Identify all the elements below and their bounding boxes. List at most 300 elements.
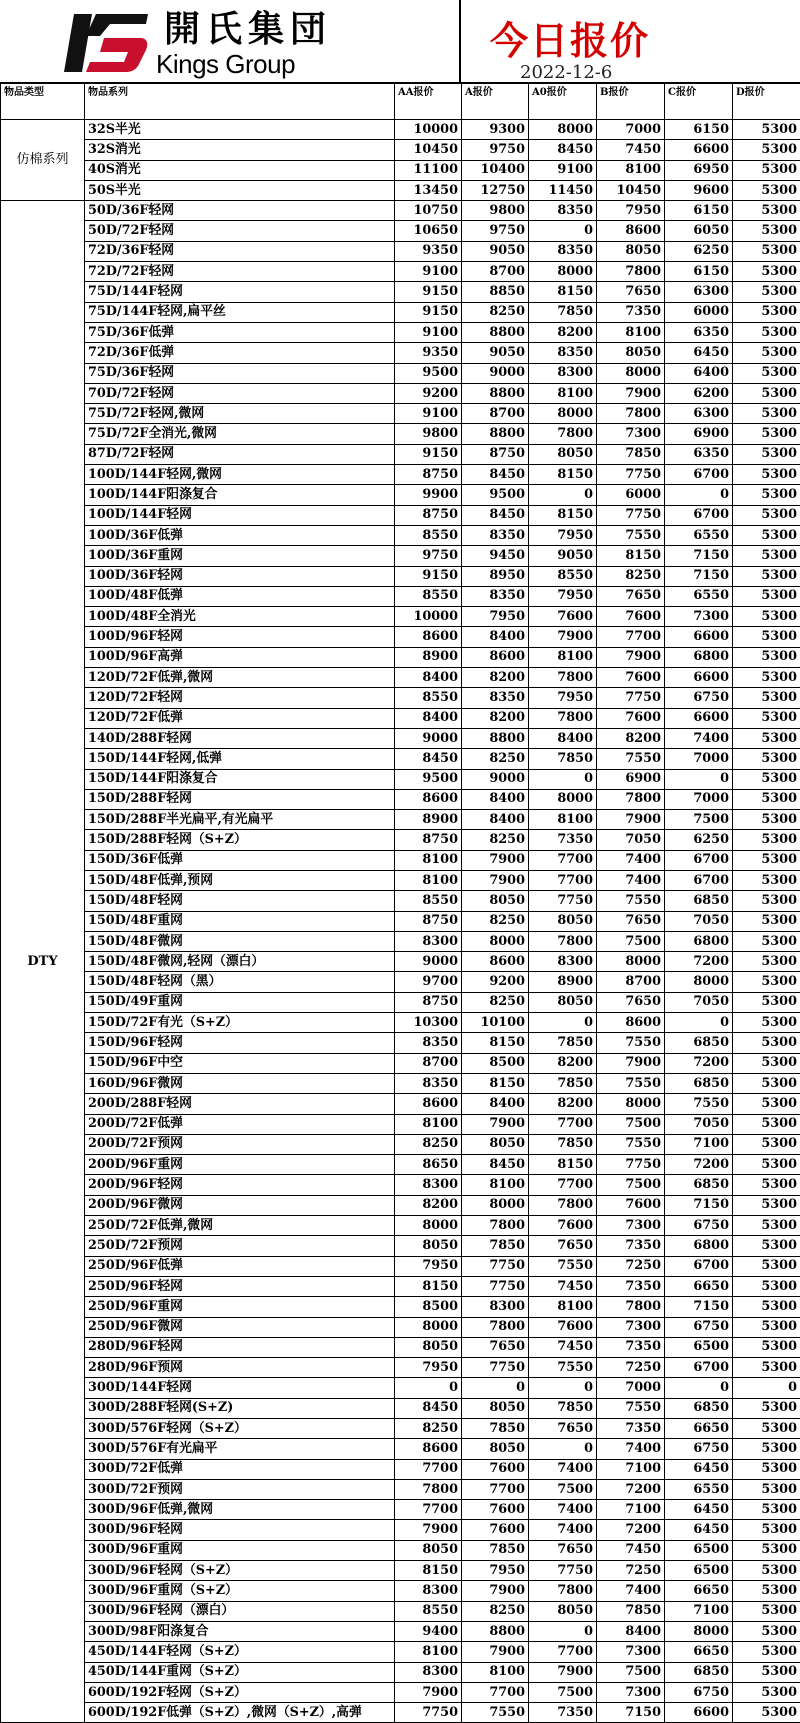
table-row [1,607,800,627]
table-row [1,668,800,688]
price-cell: 8250 [462,992,529,1012]
product-series-cell: 250D/96F重网 [85,1297,395,1317]
table-row [1,972,800,992]
product-series-cell: 75D/144F轻网 [85,282,395,302]
table-row [1,1561,800,1581]
table-row [1,1459,800,1479]
table-row [1,1033,800,1053]
price-cell: 7900 [395,1520,462,1540]
price-cell: 10450 [395,140,462,160]
price-cell: 6450 [665,1459,733,1479]
product-series-cell: 450D/144F轻网（S+Z） [85,1642,395,1662]
price-cell: 7850 [529,1398,597,1418]
table-row [1,749,800,769]
price-cell: 8900 [529,972,597,992]
price-cell: 5300 [733,1155,800,1175]
table-row [1,424,800,444]
price-cell: 6800 [665,647,733,667]
price-cell: 8100 [395,850,462,870]
price-cell: 9900 [395,485,462,505]
product-series-cell: 150D/288F半光扁平,有光扁平 [85,810,395,830]
price-cell: 5300 [733,1358,800,1378]
price-cell: 8300 [462,1297,529,1317]
price-cell: 6350 [665,322,733,342]
product-series-cell: 100D/48F低弹 [85,586,395,606]
table-row [1,992,800,1012]
price-cell: 9000 [462,363,529,383]
price-cell: 5300 [733,769,800,789]
product-series-cell: 250D/72F低弹,微网 [85,1216,395,1236]
price-cell: 10450 [597,180,665,200]
price-cell: 7600 [597,668,665,688]
price-cell: 7500 [597,931,665,951]
price-cell: 8550 [395,688,462,708]
price-cell: 8750 [395,505,462,525]
column-header: A报价 [462,84,529,120]
price-cell: 7400 [529,1500,597,1520]
price-cell: 8250 [462,830,529,850]
price-cell: 7800 [395,1479,462,1499]
price-cell: 6150 [665,201,733,221]
price-cell: 7800 [597,404,665,424]
price-cell: 7800 [462,1216,529,1236]
price-cell: 7700 [395,1500,462,1520]
product-series-cell: 300D/288F轻网(S+Z) [85,1398,395,1418]
price-cell: 6850 [665,1073,733,1093]
table-row [1,728,800,748]
price-cell: 8200 [462,668,529,688]
table-row [1,1500,800,1520]
price-cell: 7550 [597,1033,665,1053]
product-series-cell: 72D/36F低弹 [85,343,395,363]
price-cell: 7550 [462,1703,529,1723]
price-cell: 7900 [597,810,665,830]
price-cell: 8000 [529,404,597,424]
price-cell: 7750 [395,1703,462,1723]
logo-english-text: Kings Group [156,50,295,78]
price-cell: 5300 [733,140,800,160]
product-series-cell: 72D/72F轻网 [85,262,395,282]
price-cell: 7850 [597,1601,665,1621]
price-cell: 8200 [529,322,597,342]
product-series-cell: 300D/96F轻网 [85,1520,395,1540]
price-cell: 7700 [529,1175,597,1195]
column-header: C报价 [665,84,733,120]
product-series-cell: 150D/48F微网,轻网（漂白） [85,952,395,972]
price-cell: 8000 [529,262,597,282]
price-cell: 8050 [395,1540,462,1560]
product-series-cell: 160D/96F微网 [85,1073,395,1093]
price-cell: 7550 [529,1256,597,1276]
price-cell: 7300 [597,1642,665,1662]
price-cell: 5300 [733,383,800,403]
price-cell: 7950 [529,525,597,545]
price-cell: 8350 [529,201,597,221]
price-cell: 5300 [733,180,800,200]
product-series-cell: 32S消光 [85,140,395,160]
price-cell: 9750 [395,546,462,566]
price-cell: 8750 [462,444,529,464]
price-cell: 7100 [665,1601,733,1621]
table-row [1,546,800,566]
price-cell: 7350 [597,1419,665,1439]
price-cell: 7550 [597,1073,665,1093]
price-cell: 8300 [395,1175,462,1195]
price-cell: 7250 [597,1256,665,1276]
price-cell: 9300 [462,120,529,140]
table-row [1,708,800,728]
price-cell: 7550 [597,749,665,769]
price-cell: 7350 [597,1337,665,1357]
price-cell: 5300 [733,1053,800,1073]
price-cell: 5300 [733,241,800,261]
price-cell: 6650 [665,1276,733,1296]
product-series-cell: 100D/144F阳涤复合 [85,485,395,505]
product-series-cell: 120D/72F低弹,微网 [85,668,395,688]
product-series-cell: 300D/576F有光扁平 [85,1439,395,1459]
price-cell: 5300 [733,1073,800,1093]
price-cell: 8400 [462,810,529,830]
price-cell: 8600 [395,789,462,809]
table-row [1,1358,800,1378]
price-cell: 7700 [462,1479,529,1499]
price-cell: 5300 [733,749,800,769]
price-cell: 6700 [665,1358,733,1378]
price-cell: 6350 [665,444,733,464]
price-cell: 5300 [733,1134,800,1154]
price-cell: 8800 [462,424,529,444]
price-cell: 7750 [597,688,665,708]
price-cell: 5300 [733,1033,800,1053]
price-cell: 7350 [529,830,597,850]
table-row [1,891,800,911]
price-cell: 9800 [395,424,462,444]
price-cell: 9800 [462,201,529,221]
price-cell: 5300 [733,1500,800,1520]
product-series-cell: 200D/96F轻网 [85,1175,395,1195]
product-series-cell: 200D/96F微网 [85,1195,395,1215]
price-cell: 0 [529,1439,597,1459]
price-cell: 6150 [665,262,733,282]
price-cell: 7800 [529,1195,597,1215]
price-cell: 9050 [529,546,597,566]
price-cell: 9150 [395,444,462,464]
product-series-cell: 300D/144F轻网 [85,1378,395,1398]
product-series-cell: 72D/36F轻网 [85,241,395,261]
product-series-cell: 300D/96F轻网（漂白） [85,1601,395,1621]
price-cell: 5300 [733,1419,800,1439]
price-cell: 5300 [733,830,800,850]
price-cell: 6450 [665,1500,733,1520]
table-row [1,383,800,403]
product-series-cell: 300D/98F阳涤复合 [85,1621,395,1641]
product-series-cell: 50D/72F轻网 [85,221,395,241]
table-row [1,1013,800,1033]
price-cell: 5300 [733,221,800,241]
table-row [1,1378,800,1398]
price-cell: 7750 [462,1358,529,1378]
product-series-cell: 150D/48F轻网 [85,891,395,911]
price-cell: 0 [529,485,597,505]
price-cell: 7900 [597,383,665,403]
price-cell: 7800 [529,668,597,688]
price-cell: 6500 [665,1540,733,1560]
table-row [1,1540,800,1560]
table-header-row [1,84,800,120]
price-cell: 7250 [597,1561,665,1581]
table-row [1,1276,800,1296]
price-cell: 5300 [733,424,800,444]
price-cell: 7550 [597,1134,665,1154]
price-cell: 8100 [529,383,597,403]
table-row [1,363,800,383]
table-row [1,1297,800,1317]
price-cell: 5300 [733,708,800,728]
price-cell: 8050 [395,1236,462,1256]
price-cell: 5300 [733,1540,800,1560]
price-cell: 8600 [395,1094,462,1114]
price-cell: 5300 [733,1256,800,1276]
product-series-cell: 450D/144F重网（S+Z） [85,1662,395,1682]
product-series-cell: 150D/48F微网 [85,931,395,951]
price-cell: 8100 [529,1297,597,1317]
price-cell: 6850 [665,891,733,911]
price-cell: 0 [665,1378,733,1398]
price-cell: 7650 [529,1419,597,1439]
price-cell: 7400 [597,870,665,890]
price-cell: 0 [395,1378,462,1398]
table-row [1,586,800,606]
price-cell: 7750 [462,1256,529,1276]
product-series-cell: 250D/96F轻网 [85,1276,395,1296]
price-cell: 7600 [529,1317,597,1337]
price-cell: 5300 [733,1216,800,1236]
price-cell: 9200 [395,383,462,403]
price-cell: 7800 [529,708,597,728]
price-cell: 5300 [733,810,800,830]
product-series-cell: 100D/48F全消光 [85,607,395,627]
table-row [1,1439,800,1459]
price-cell: 8200 [395,1195,462,1215]
price-cell: 7850 [529,749,597,769]
price-cell: 9400 [395,1621,462,1641]
price-cell: 8550 [395,586,462,606]
price-cell: 6900 [665,424,733,444]
price-cell: 8050 [462,891,529,911]
price-cell: 5300 [733,1703,800,1723]
price-cell: 5300 [733,282,800,302]
table-row [1,302,800,322]
price-cell: 8100 [395,1642,462,1662]
price-cell: 8100 [395,870,462,890]
price-cell: 8750 [395,992,462,1012]
price-cell: 7750 [529,1561,597,1581]
price-cell: 7900 [395,1682,462,1702]
price-cell: 7550 [529,1358,597,1378]
price-cell: 6600 [665,627,733,647]
price-cell: 8150 [597,546,665,566]
price-cell: 7400 [597,1439,665,1459]
price-cell: 7800 [597,262,665,282]
product-series-cell: 150D/288F轻网 [85,789,395,809]
price-cell: 7900 [462,1581,529,1601]
product-series-cell: 75D/144F轻网,扁平丝 [85,302,395,322]
product-series-cell: 200D/96F重网 [85,1155,395,1175]
price-cell: 7150 [665,1195,733,1215]
price-cell: 5300 [733,525,800,545]
price-cell: 7200 [665,1053,733,1073]
product-series-cell: 150D/144F轻网,低弹 [85,749,395,769]
price-cell: 7750 [529,891,597,911]
price-cell: 8250 [462,302,529,322]
price-cell: 5300 [733,1662,800,1682]
price-cell: 6650 [665,1419,733,1439]
kings-group-logo-mark-icon [56,10,151,76]
product-series-cell: 300D/72F低弹 [85,1459,395,1479]
price-cell: 8150 [529,505,597,525]
price-cell: 8300 [529,363,597,383]
price-cell: 7000 [597,1378,665,1398]
price-cell: 7850 [597,444,665,464]
column-header: B报价 [597,84,665,120]
product-series-cell: 150D/96F中空 [85,1053,395,1073]
price-cell: 6500 [665,1337,733,1357]
price-cell: 7600 [597,1195,665,1215]
price-cell: 8300 [529,952,597,972]
price-cell: 7400 [529,1520,597,1540]
price-cell: 6550 [665,586,733,606]
price-cell: 5300 [733,891,800,911]
product-series-cell: 250D/96F低弹 [85,1256,395,1276]
price-cell: 7300 [597,1317,665,1337]
price-cell: 8200 [462,708,529,728]
price-cell: 7700 [395,1459,462,1479]
price-cell: 5300 [733,262,800,282]
table-row [1,505,800,525]
price-cell: 7150 [665,1297,733,1317]
price-cell: 7750 [462,1276,529,1296]
price-cell: 5300 [733,1297,800,1317]
price-cell: 8050 [395,1337,462,1357]
price-cell: 8050 [597,241,665,261]
price-cell: 7450 [529,1337,597,1357]
price-cell: 7500 [597,1175,665,1195]
price-cell: 7300 [597,1216,665,1236]
price-cell: 8000 [395,1216,462,1236]
price-cell: 9200 [462,972,529,992]
product-series-cell: 100D/144F轻网 [85,505,395,525]
table-row [1,789,800,809]
price-cell: 7700 [529,1642,597,1662]
price-cell: 9750 [462,221,529,241]
price-cell: 8250 [462,749,529,769]
table-row [1,221,800,241]
price-cell: 5300 [733,870,800,890]
price-cell: 7750 [597,505,665,525]
product-series-cell: 200D/72F预网 [85,1134,395,1154]
price-cell: 9500 [395,769,462,789]
product-series-cell: 150D/48F低弹,预网 [85,870,395,890]
table-row [1,1662,800,1682]
price-cell: 8100 [462,1175,529,1195]
price-cell: 7850 [462,1236,529,1256]
column-header: AA报价 [395,84,462,120]
price-cell: 8700 [462,404,529,424]
price-cell: 8350 [529,241,597,261]
price-cell: 8350 [462,586,529,606]
price-cell: 7800 [462,1317,529,1337]
price-cell: 5300 [733,1337,800,1357]
price-cell: 8050 [529,1601,597,1621]
price-cell: 7900 [462,1114,529,1134]
price-cell: 5300 [733,1114,800,1134]
price-cell: 9500 [462,485,529,505]
product-series-cell: 200D/288F轻网 [85,1094,395,1114]
price-cell: 9700 [395,972,462,992]
price-cell: 9000 [395,728,462,748]
price-cell: 7550 [597,1398,665,1418]
price-cell: 7400 [597,850,665,870]
price-cell: 8450 [529,140,597,160]
price-cell: 8300 [395,1662,462,1682]
price-cell: 7650 [597,586,665,606]
price-cell: 7100 [665,1134,733,1154]
table-row [1,1398,800,1418]
price-cell: 7500 [529,1682,597,1702]
price-cell: 9000 [395,952,462,972]
table-row [1,180,800,200]
table-row [1,1337,800,1357]
table-row [1,282,800,302]
table-row [1,1642,800,1662]
price-cell: 8700 [395,1053,462,1073]
price-cell: 5300 [733,1276,800,1296]
price-cell: 5300 [733,566,800,586]
table-row [1,241,800,261]
price-cell: 7250 [597,1358,665,1378]
table-row [1,952,800,972]
price-cell: 8600 [462,952,529,972]
price-cell: 8800 [462,322,529,342]
price-cell: 5300 [733,201,800,221]
price-cell: 8550 [395,891,462,911]
price-cell: 5300 [733,1013,800,1033]
price-cell: 7950 [462,607,529,627]
price-cell: 8300 [395,931,462,951]
price-cell: 5300 [733,1561,800,1581]
price-cell: 7800 [529,931,597,951]
table-row [1,627,800,647]
company-logo [56,8,336,78]
price-cell: 6250 [665,241,733,261]
product-series-cell: 300D/576F轻网（S+Z） [85,1419,395,1439]
price-cell: 8050 [529,444,597,464]
price-cell: 7850 [529,1134,597,1154]
price-cell: 7950 [395,1256,462,1276]
price-cell: 10650 [395,221,462,241]
price-cell: 5300 [733,322,800,342]
header-divider [459,0,461,82]
price-cell: 6850 [665,1175,733,1195]
price-cell: 7050 [665,1114,733,1134]
product-series-cell: 150D/48F重网 [85,911,395,931]
price-cell: 6800 [665,931,733,951]
price-cell: 7800 [597,1297,665,1317]
price-cell: 7800 [529,1581,597,1601]
column-header: A0报价 [529,84,597,120]
price-cell: 8000 [529,789,597,809]
price-cell: 7650 [597,992,665,1012]
